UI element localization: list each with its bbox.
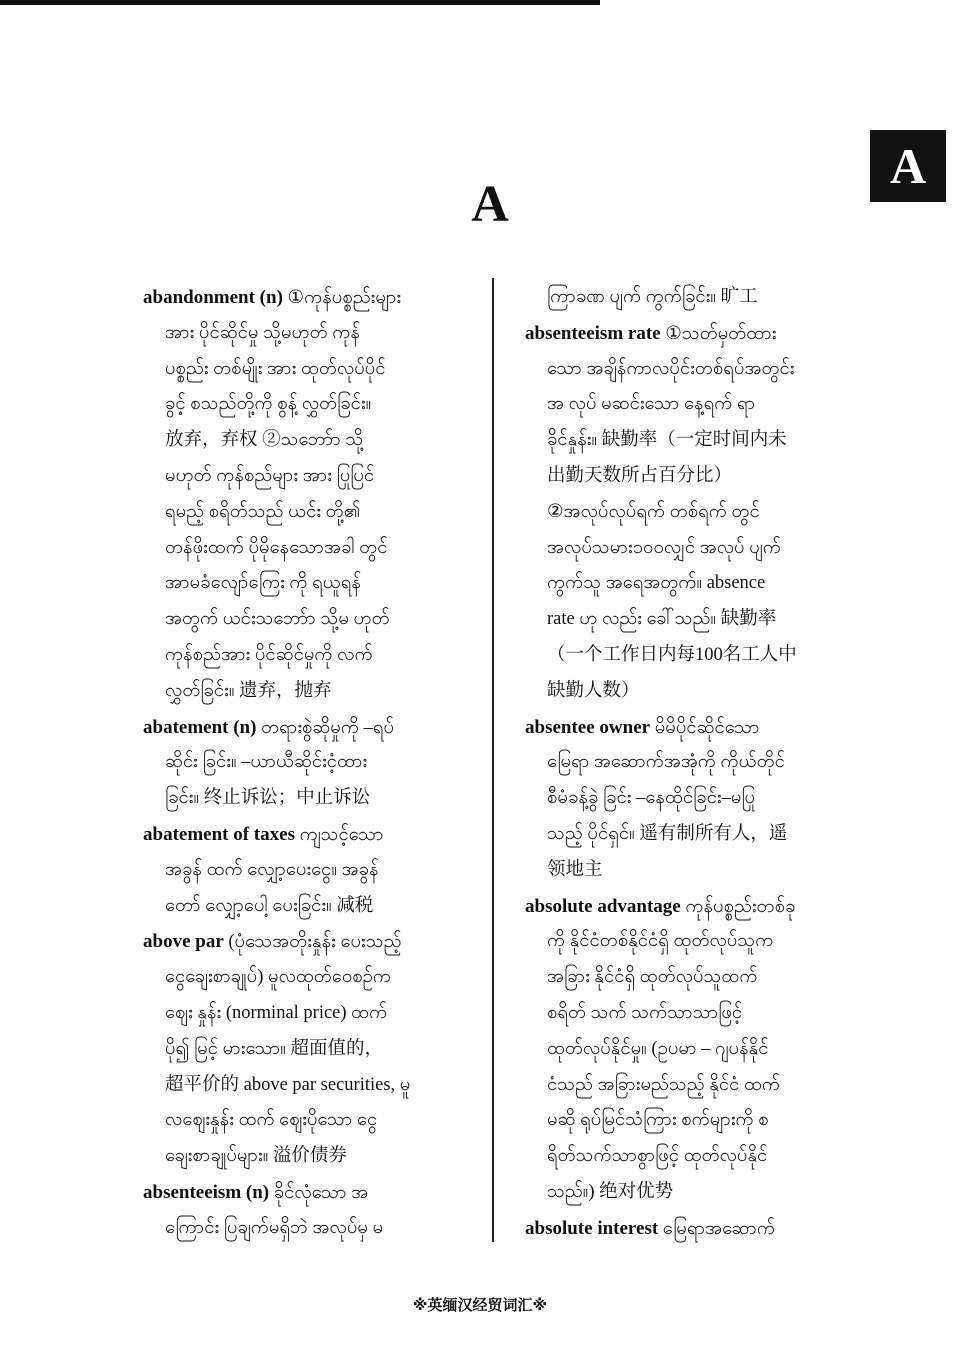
entry-definition-text: လဈေးနှုန်း ထက် ဈေးပိုသော ငွေ <box>165 1110 378 1131</box>
entry-definition-text: ပစ္စည်း တစ်မျိုး အား ထုတ်လုပ်ပိုင် <box>165 358 386 379</box>
entry-continuation-line <box>143 638 473 674</box>
entry-headword: abatement of taxes <box>143 823 295 845</box>
entry-continuation-line <box>525 996 855 1032</box>
entry-definition-text: 放弃，弃权 ②သဘော်ာ သို့ <box>165 430 364 451</box>
entry-continuation-line <box>525 853 855 889</box>
entry-definition-text: အခြား နိုင်ငံရှိ ထုတ်လုပ်သူထက် <box>547 967 758 988</box>
entry-definition-text: ကုန်စည်အား ပိုင်ဆိုင်မှုကို လက် <box>165 644 373 665</box>
entry-continuation-line <box>525 280 855 316</box>
entry-continuation-line <box>143 889 473 925</box>
entry-definition-text: rate ဟု လည်း ခေါ်သည်။ 缺勤率 <box>547 609 777 630</box>
entry-definition-text: အတွက် ယင်းသဘော်ာ သို့မ ဟုတ် <box>165 609 390 630</box>
entry-continuation-line <box>143 316 473 352</box>
entry-definition-text: လွှတ်ခြင်း။ 遗弃，抛弃 <box>165 680 332 701</box>
entry-continuation-line <box>143 1068 473 1104</box>
entry-headword: absenteeism (n) <box>143 1181 270 1203</box>
entry-headword: abatement (n) <box>143 716 257 738</box>
entry-definition-text: မြေရာအဆောက် <box>658 1218 776 1239</box>
entry-continuation-line <box>525 531 855 567</box>
entry-definition-text: အ လုပ် မဆင်းသော နေ့ရက် ရာ <box>547 394 756 415</box>
entry-continuation-line <box>143 1032 473 1068</box>
dictionary-entry-line <box>525 710 855 746</box>
entry-headword: absenteeism rate <box>525 322 661 344</box>
entry-continuation-line <box>525 1068 855 1104</box>
entry-definition-text: ကြာခဏ ပျက် ကွက်ခြင်း။ 旷工 <box>547 287 758 307</box>
entry-definition-text: 超平价的 above par securities, မူ <box>165 1074 411 1095</box>
entry-definition-text: မြေရာ အဆောက်အအုံကို ကိုယ်တိုင် <box>547 752 785 773</box>
page-footer: ※英缅汉经贸词汇※ <box>412 1296 548 1314</box>
dictionary-entry-line <box>143 817 473 853</box>
entry-definition-text: မဆို ရုပ်မြင်သံကြား စက်များကို စ <box>547 1110 769 1131</box>
entry-definition-text: ကို နိုင်ငံတစ်နိုင်ငံရှိ ထုတ်လုပ်သူက <box>547 931 774 952</box>
entry-continuation-line <box>525 1139 855 1175</box>
entry-continuation-line <box>143 960 473 996</box>
entry-continuation-line <box>525 423 855 459</box>
entry-definition-text: မဟုတ် ကုန်စည်များ အား ပြုပြင် <box>165 465 375 486</box>
entry-definition-text: အာမခံလျော်ကြေး ကို ရယူရန် <box>165 573 361 594</box>
entry-continuation-line <box>143 459 473 495</box>
entry-continuation-line <box>143 531 473 567</box>
entry-definition-text: ①ကုန်ပစ္စည်းများ <box>282 288 402 308</box>
entry-continuation-line <box>525 566 855 602</box>
entry-continuation-line <box>525 1103 855 1139</box>
entry-definition-text: တန်ဖိုးထက် ပိုမိုနေသောအခါ တွင် <box>165 537 388 558</box>
entry-continuation-line <box>143 566 473 602</box>
entry-definition-text: အလုပ်သမား၁၀၀လျှင် အလုပ် ပျက် <box>547 537 781 558</box>
dictionary-entry-line <box>525 316 855 352</box>
entry-continuation-line <box>143 1139 473 1175</box>
entry-headword: absolute interest <box>525 1217 659 1239</box>
entry-continuation-line <box>525 638 855 674</box>
entry-definition-text: မိမိပိုင်ဆိုင်သော <box>650 717 760 738</box>
column-divider <box>492 278 494 1242</box>
entry-continuation-line <box>143 853 473 889</box>
entry-continuation-line <box>525 495 855 531</box>
entry-definition-text: ①သတ်မှတ်ထား <box>660 323 777 344</box>
entry-definition-text: ဆိုင်း ခြင်း။ –ယာယီဆိုင်းငံ့ထား <box>165 752 368 773</box>
entry-continuation-line <box>525 674 855 710</box>
dictionary-entry-line <box>143 1175 473 1211</box>
entry-definition-text: ချေးစာချုပ်များ။ 溢价债券 <box>165 1146 347 1167</box>
entry-definition-text: သော အချိန်ကာလပိုင်းတစ်ရပ်အတွင်း <box>547 358 795 379</box>
entry-continuation-line <box>143 674 473 710</box>
entry-definition-text: ကျသင့်သော <box>294 824 384 845</box>
entry-definition-text: စီမံခန့်ခွဲ ခြင်း –နေထိုင်ခြင်း–မပြု <box>547 788 756 809</box>
entry-definition-text: သည်။) 绝对优势 <box>547 1181 674 1202</box>
entry-continuation-line <box>525 1175 855 1211</box>
entry-continuation-line <box>143 352 473 388</box>
entry-definition-text: ဈေး နှုန်း (norminal price) ထက် <box>165 1002 388 1023</box>
entry-continuation-line <box>143 1103 473 1139</box>
entry-continuation-line <box>143 387 473 423</box>
dictionary-entry-line <box>525 1211 855 1247</box>
entry-definition-text: 领地主 <box>547 859 603 880</box>
entry-continuation-line <box>525 960 855 996</box>
entry-definition-text: အခွန် ထက် လျှော့ပေးငွေ။ အခွန် <box>165 859 379 880</box>
entry-continuation-line <box>143 781 473 817</box>
entry-continuation-line <box>525 745 855 781</box>
entry-definition-text: ကွက်သူ အရေအတွက်။ absence <box>547 573 766 594</box>
left-column <box>143 280 473 1247</box>
entry-continuation-line <box>525 352 855 388</box>
section-heading-letter: A <box>471 176 509 233</box>
entry-continuation-line <box>525 924 855 960</box>
entry-definition-text: ②အလုပ်လုပ်ရက် တစ်ရက် တွင် <box>547 501 760 522</box>
entry-continuation-line <box>143 745 473 781</box>
entry-definition-text: ခွင့် စသည်တို့ကို စွန့် လွှတ်ခြင်း။ <box>165 394 372 415</box>
right-column <box>525 280 855 1247</box>
entry-definition-text: စရိတ် သက် သက်သာသာဖြင့် <box>547 1002 743 1023</box>
entry-continuation-line <box>143 423 473 459</box>
entry-definition-text: ခြင်း။ 终止诉讼；中止诉讼 <box>165 788 371 809</box>
entry-continuation-line <box>525 387 855 423</box>
entry-definition-text: 缺勤人数） <box>547 680 640 701</box>
entry-headword: absentee owner <box>525 716 651 738</box>
dictionary-entry-line <box>525 889 855 925</box>
section-tab-letter: A <box>870 130 946 202</box>
entry-definition-text: ကုန်ပစ္စည်းတစ်ခု <box>680 896 796 917</box>
entry-definition-text: ပို၍ မြင့် မားသော။ 超面值的， <box>165 1038 383 1059</box>
entry-continuation-line <box>525 781 855 817</box>
entry-continuation-line <box>525 1032 855 1068</box>
dictionary-entry-line <box>143 710 473 746</box>
entry-definition-text: ငွေချေးစာချုပ်) မူလထုတ်ဝေစဉ်က <box>165 967 392 988</box>
entry-definition-text: (ပုံသေအတိုးနှုန်း ပေးသည့် <box>223 932 402 953</box>
entry-continuation-line <box>143 996 473 1032</box>
entry-definition-text: ရိတ်သက်သာစွာဖြင့် ထုတ်လုပ်နိုင် <box>547 1146 768 1167</box>
entry-definition-text: တရားစွဲဆိုမှုကို –ရပ် <box>256 717 395 738</box>
entry-definition-text: သည့် ပိုင်ရှင်။ 遥有制所有人，遥 <box>547 823 788 844</box>
entry-definition-text: ကြောင်း ပြချက်မရှိဘဲ အလုပ်မှ မ <box>165 1217 384 1238</box>
entry-definition-text: ရမည့် စရိတ်သည် ယင်း တို့၏ <box>165 501 361 522</box>
top-border-line <box>0 0 600 5</box>
entry-definition-text: 出勤天数所占百分比） <box>547 465 733 486</box>
dictionary-entry-line <box>143 924 473 960</box>
entry-definition-text: တော် လျှော့ပေါ့ ပေးခြင်း။ 减税 <box>165 895 374 916</box>
entry-continuation-line <box>143 602 473 638</box>
entry-definition-text: ထုတ်လုပ်နိုင်မှု။ (ဥပမာ – ဂျပန်နိုင် <box>547 1038 769 1059</box>
entry-definition-text: ငံသည် အခြားမည်သည့် နိုင်ငံ ထက် <box>547 1074 781 1095</box>
dictionary-entry-line <box>143 280 473 316</box>
entry-continuation-line <box>143 1211 473 1247</box>
entry-definition-text: အား ပိုင်ဆိုင်မှု သို့မဟုတ် ကုန် <box>165 322 360 343</box>
entry-headword: absolute advantage <box>525 895 681 917</box>
entry-definition-text: ခိုင်လုံသော အ <box>269 1182 369 1203</box>
entry-definition-text: ခိုင်နှုန်း။ 缺勤率（一定时间内未 <box>547 430 787 451</box>
entry-continuation-line <box>525 817 855 853</box>
entry-headword: abandonment (n) <box>143 287 283 308</box>
entry-definition-text: （一个工作日内每100名工人中 <box>547 644 797 665</box>
entry-continuation-line <box>525 602 855 638</box>
entry-continuation-line <box>143 495 473 531</box>
entry-headword: above par <box>143 931 224 953</box>
entry-continuation-line <box>525 459 855 495</box>
